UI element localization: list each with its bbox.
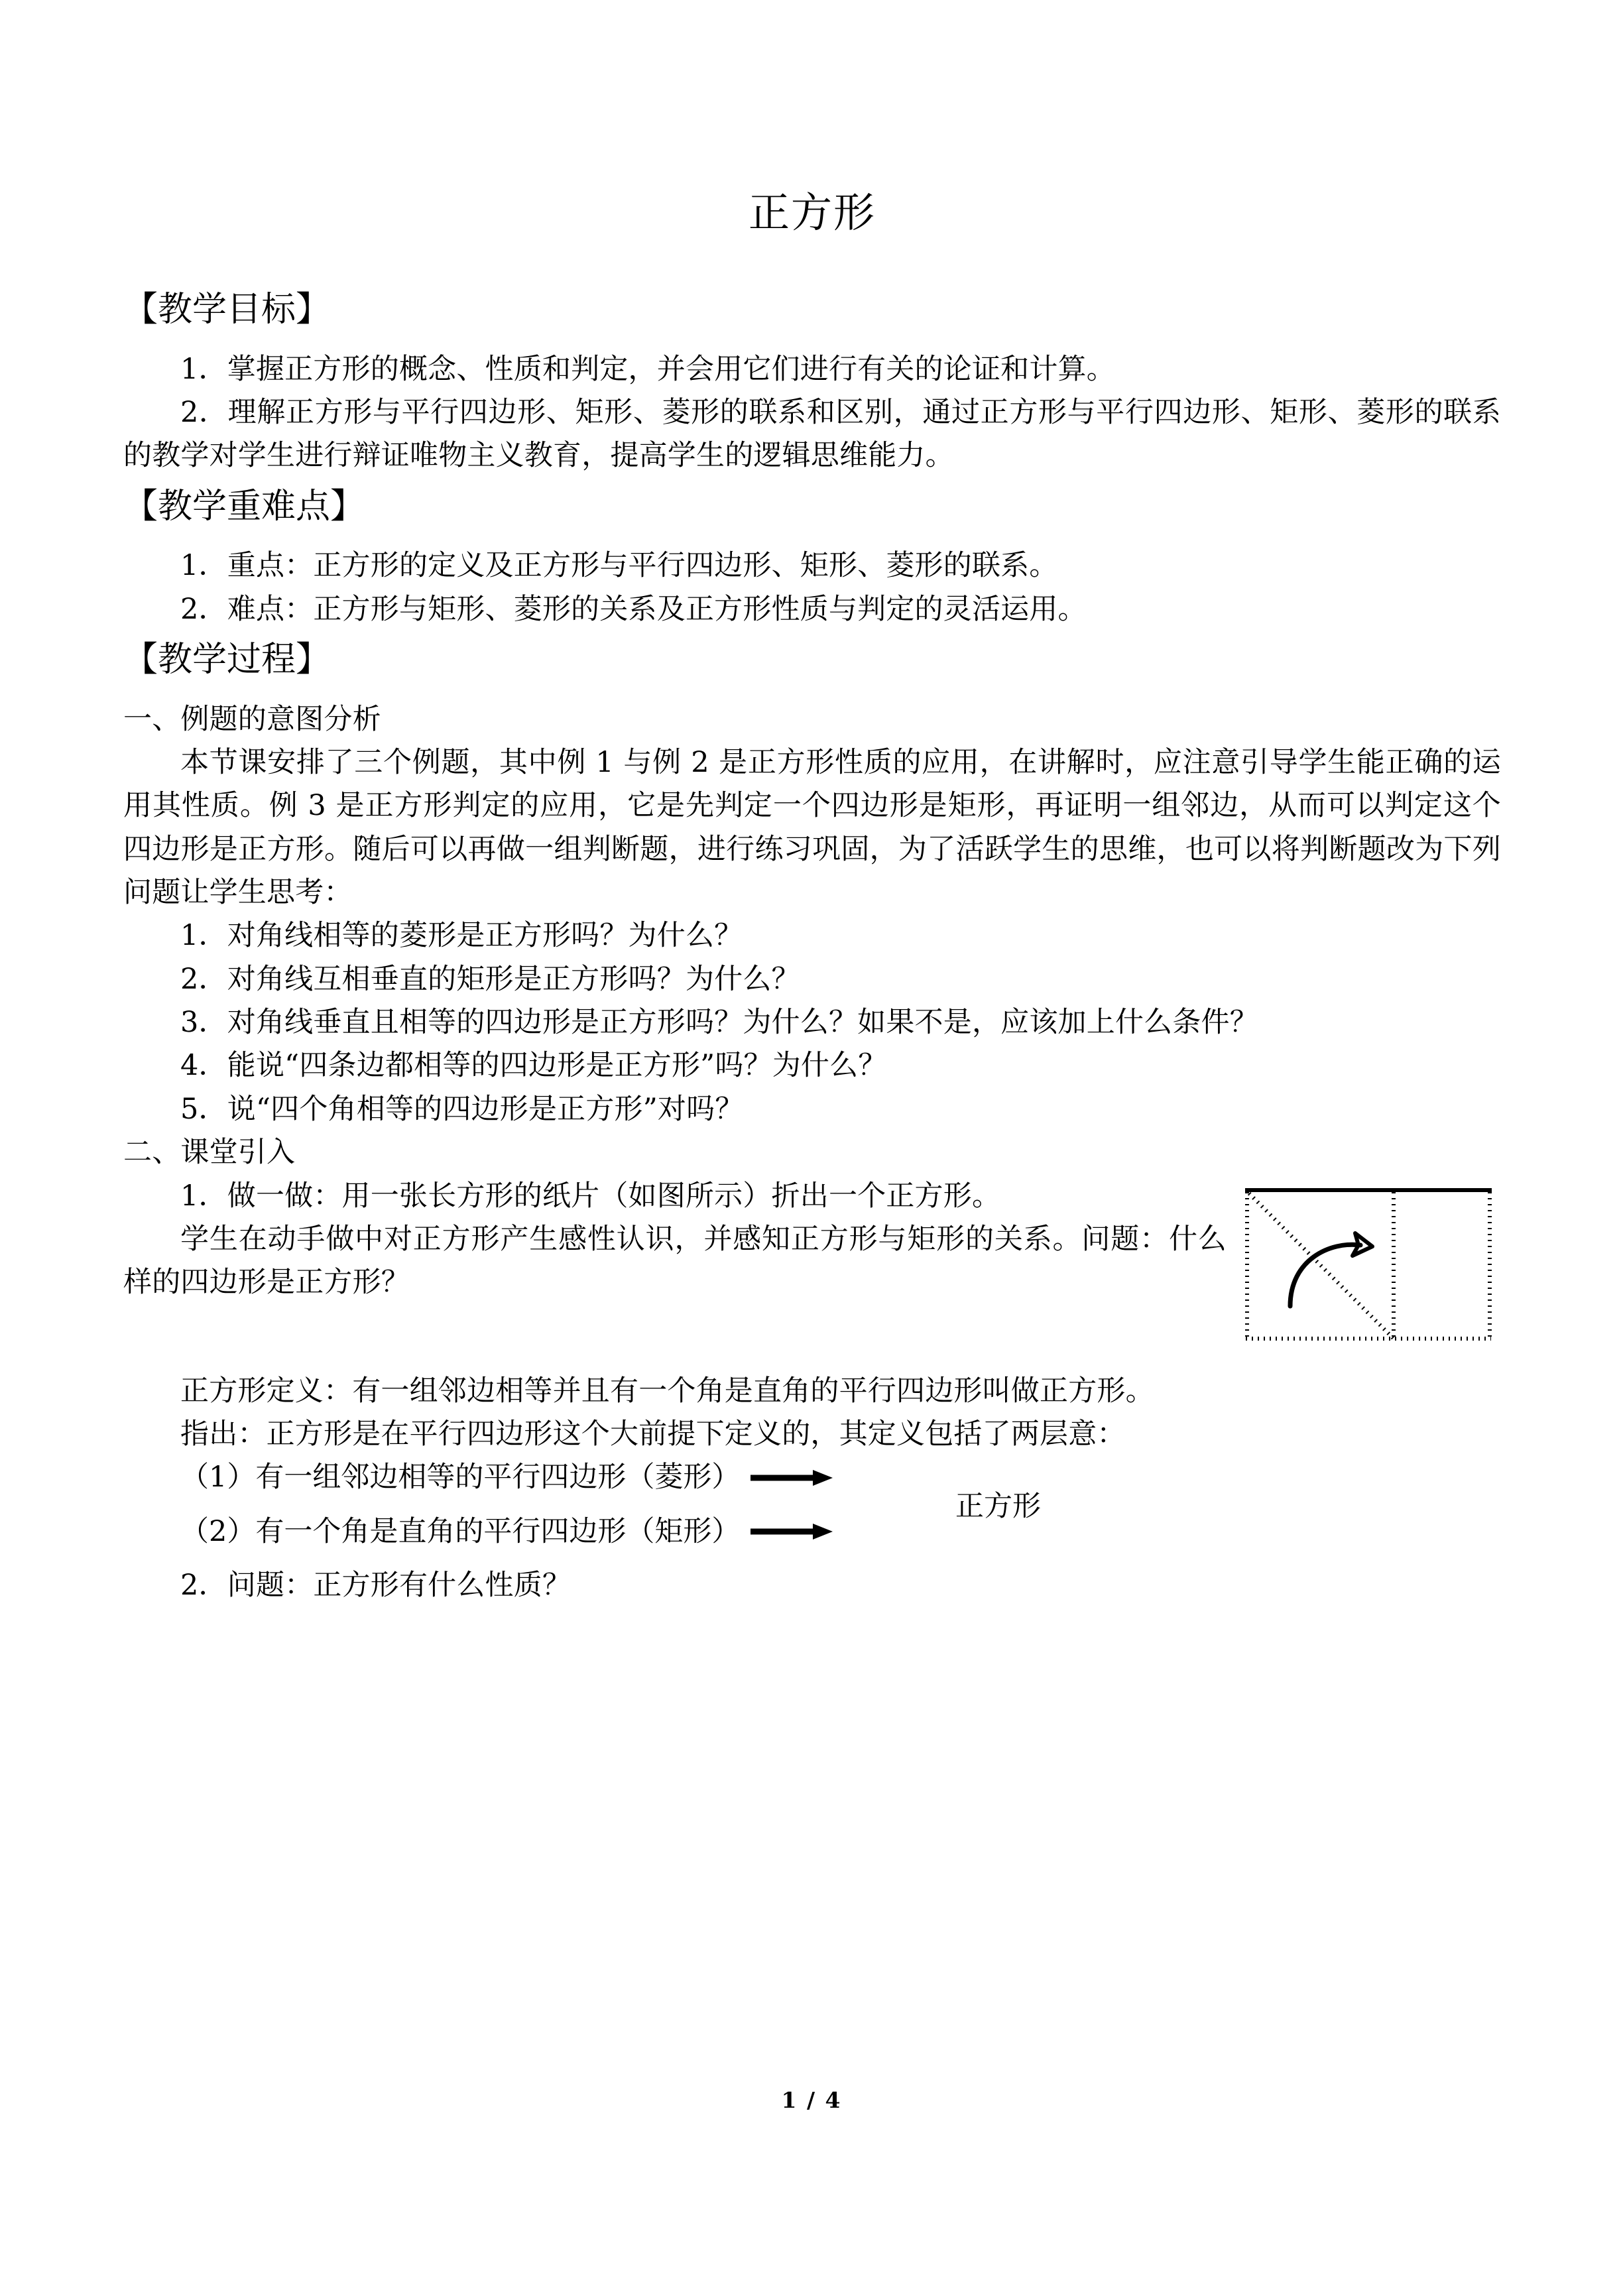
spacer: [123, 328, 1501, 348]
definition-layers-result: 正方形: [955, 1490, 1041, 1524]
activity-item: 1．做一做：用一张长方形的纸片（如图所示）折出一个正方形。: [180, 1179, 1001, 1213]
square-definition: 正方形定义：有一组邻边相等并且有一个角是直角的平行四边形叫做正方形。: [180, 1374, 1154, 1408]
page-footer: 1 / 4: [781, 2087, 842, 2113]
question-item-4: 4．能说“四条边都相等的四边形是正方形”吗？为什么？: [180, 1049, 887, 1083]
definition-layer-2-text: （2）有一个角是直角的平行四边形（矩形）: [180, 1514, 741, 1548]
spacer: [123, 524, 1501, 544]
rectangle-fold-diagram-svg: [1242, 1187, 1501, 1366]
right-arrow-icon: [749, 1522, 834, 1541]
section-heading-process: 【教学过程】: [123, 639, 331, 680]
definition-layer-row-2: [123, 1510, 1501, 1553]
question-item-5: 5．说“四个角相等的四边形是正方形”对吗？: [180, 1092, 744, 1126]
page-title: 正方形: [748, 188, 876, 237]
figure-diagonal-crease: [1249, 1193, 1394, 1339]
section-heading-objectives: 【教学目标】: [123, 290, 331, 330]
subsection-heading-part-one: 一、例题的意图分析: [123, 702, 381, 736]
activity-note: 学生在动手做中对正方形产生感性认识，并感知正方形与矩形的关系。问题：什么样的四边形是正方形？: [123, 1222, 1227, 1299]
question-item-1: 1．对角线相等的菱形是正方形吗？为什么？: [180, 919, 743, 953]
question-item-2: 2．对角线互相垂直的矩形是正方形吗？为什么？: [180, 962, 800, 996]
definition-layer-row-1: [123, 1456, 1501, 1499]
section-heading-key-points: 【教学重难点】: [123, 486, 365, 526]
question-item-3: 3．对角线垂直且相等的四边形是正方形吗？为什么？如果不是，应该加上什么条件？: [180, 1006, 1258, 1040]
rectangle-fold-figure: [1242, 1187, 1501, 1366]
definition-pointer: 指出：正方形是在平行四边形这个大前提下定义的，其定义包括了两层意：: [180, 1417, 1126, 1451]
spacer: [123, 263, 1501, 292]
key-point-item-2: 2．难点：正方形与矩形、菱形的关系及正方形性质与判定的灵活运用。: [180, 592, 1087, 626]
spacer: [123, 1553, 1501, 1564]
definition-layer-1-text: （1）有一组邻边相等的平行四边形（菱形）: [180, 1461, 741, 1494]
spacer: [123, 1500, 1501, 1510]
spacer: [123, 233, 1501, 263]
right-arrow-icon: [749, 1468, 834, 1488]
spacer: [123, 678, 1501, 698]
key-point-item-1: 1．重点：正方形的定义及正方形与平行四边形、矩形、菱形的联系。: [180, 549, 1058, 583]
part-one-paragraph: 本节课安排了三个例题，其中例 1 与例 2 是正方形性质的应用，在讲解时，应注意引导学生能正确的运用其性质。例 3 是正方形判定的应用，它是先判定一个四边形是矩形，再证明一组邻边，从而可以判定这个四边形是正方形。随后可以再做一组判断题，进行练习巩固，为了活跃学生的思维，也可以将判断题改为下列问题让学生思考：: [123, 745, 1501, 910]
page-content: [123, 0, 1501, 1607]
objective-item-2: 2．理解正方形与平行四边形、矩形、菱形的联系和区别，通过正方形与平行四边形、矩形、菱形的联系的教学对学生进行辩证唯物主义教育，提高学生的逻辑思维能力。: [123, 395, 1501, 473]
question-two: 2．问题：正方形有什么性质？: [180, 1568, 571, 1602]
objective-item-1: 1．掌握正方形的概念、性质和判定，并会用它们进行有关的论证和计算。: [180, 352, 1115, 386]
subsection-heading-part-two: 二、课堂引入: [123, 1136, 296, 1170]
definition-layers: [123, 1456, 1501, 1553]
